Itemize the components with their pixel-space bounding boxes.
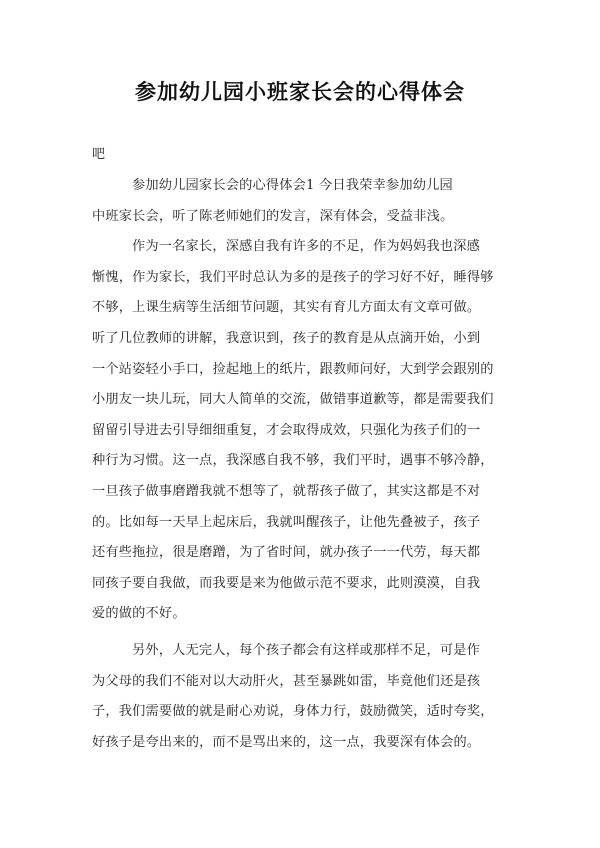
body-line: 留留引导进去引导细细重复，才会取得成效，只强化为孩子们的一 — [92, 422, 481, 438]
body-line: 一个站姿轻小手口，捡起地上的纸片，跟教师问好，大到学会跟别的 — [92, 361, 494, 377]
body-line: 听了几位教师的讲解，我意识到，孩子的教育是从点滴开始，小到 — [92, 330, 481, 346]
body-line: 还有些拖拉，很是磨蹭，为了省时间，就办孩子一一代劳，每天都 — [92, 545, 481, 561]
body-line: 为父母的我们不能对以大动肝火，甚至暴跳如雷，毕竟他们还是孩 — [92, 673, 481, 689]
body-line: 好孩子是夸出来的，而不是骂出来的，这一点，我要深有体会的。 — [92, 734, 481, 750]
body-line: 小朋友一块儿玩，同大人简单的交流，做错事道歉等，都是需要我们 — [92, 392, 494, 408]
body-line: 另外，人无完人，每个孩子都会有这样或那样不足，可是作 — [132, 642, 481, 658]
body-line: 子，我们需要做的就是耐心劝说，身体力行，鼓励微笑，适时夸奖， — [92, 704, 494, 720]
page-title: 参加幼儿园小班家长会的心得体会 — [135, 79, 465, 104]
body-line: 参加幼儿园家长会的心得体会1 今日我荣幸参加幼儿园 — [132, 178, 453, 193]
body-line: 中班家长会，听了陈老师她们的发言，深有体会，受益非浅。 — [92, 208, 454, 224]
body-line: 一旦孩子做事磨蹭我就不想等了，就帮孩子做了，其实这都是不对 — [92, 483, 481, 499]
body-text — [92, 174, 512, 761]
body-line: 同孩子要自我做，而我要是来为他做示范不要求，此则漠漠，自我 — [92, 575, 481, 591]
body-line: 种行为习惯。这一点，我深感自我不够，我们平时，遇事不够冷静， — [92, 453, 494, 469]
body-line: 的。比如每一天早上起床后，我就叫醒孩子，让他先叠被子，孩子 — [92, 514, 481, 530]
body-line: 作为一名家长，深感自我有许多的不足，作为妈妈我也深感 — [132, 239, 481, 255]
body-line: 爱的做的不好。 — [92, 606, 186, 622]
body-line: 不够，上课生病等生活细节问题，其实有育儿方面太有文章可做。 — [92, 300, 481, 316]
body-line: 惭愧，作为家长，我们平时总认为多的是孩子的学习好不好，睡得够 — [92, 269, 494, 285]
lead-fragment: 吧 — [92, 147, 106, 162]
